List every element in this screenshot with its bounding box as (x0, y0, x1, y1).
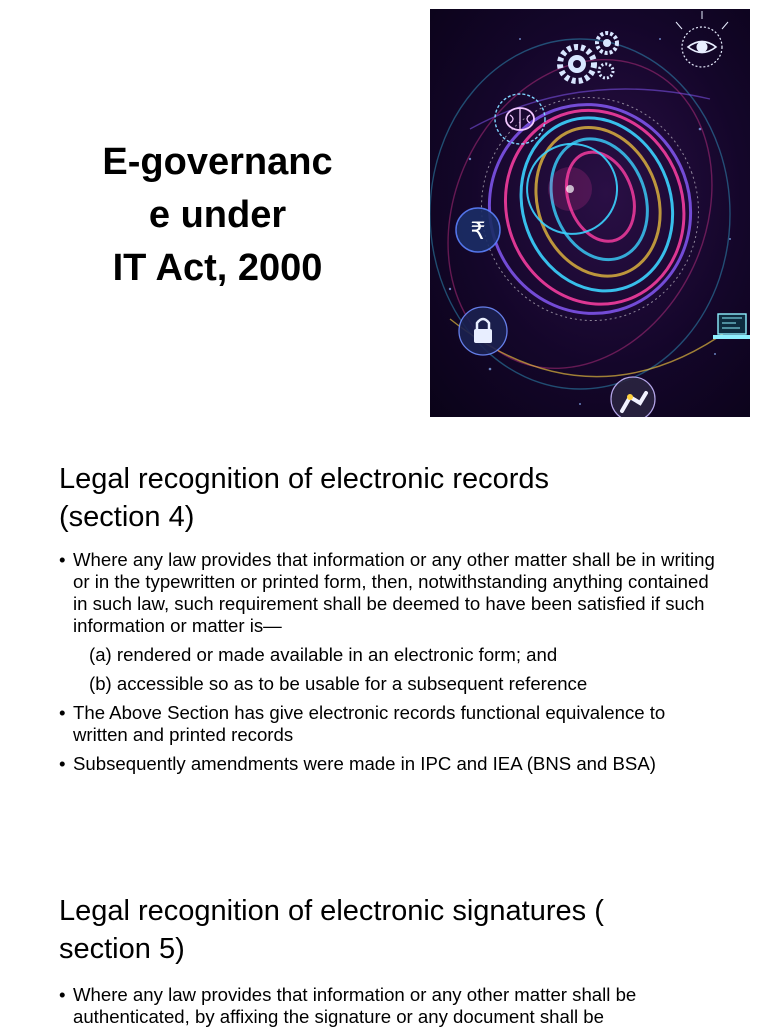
heading-line-2: (section 4) (59, 501, 195, 533)
heading-line-1: Legal recognition of electronic records (59, 463, 550, 495)
svg-text:₹: ₹ (470, 217, 486, 245)
list-item: • Where any law provides that information or any other matter shall be in writing or in the typewritten or printed form, then, notwithstanding anything contained in such law, such requirement shall be deemed to have been satisfied if such information or matter is— (58, 549, 718, 637)
sub-item-b: (b) accessible so as to be usable for a subsequent reference (89, 673, 588, 694)
heading-line-1: Legal recognition of electronic signatures ( (59, 895, 604, 927)
slide-title (60, 136, 375, 295)
robot-arm-icon (611, 377, 655, 417)
sub-item-a: (a) rendered or made available in an electronic form; and (89, 644, 558, 665)
technology-illustration (430, 9, 750, 417)
section-4-heading (59, 460, 709, 536)
heading-line-2: section 5) (59, 933, 185, 965)
lock-icon (459, 307, 507, 355)
title-line-3: IT Act, 2000 (112, 247, 323, 289)
list-item: • The Above Section has give electronic records functional equivalence to written and printed records (58, 702, 718, 746)
laptop-icon (713, 314, 750, 339)
rupee-icon (456, 208, 500, 252)
list-item: • Subsequently amendments were made in IPC and IEA (BNS and BSA) (58, 753, 718, 775)
list-item: • Where any law provides that information or any other matter shall be authenticated, by affixing the signature or any document shall be (58, 984, 718, 1028)
title-slide (0, 0, 768, 432)
title-line-2: e under (148, 194, 287, 236)
section-5-heading (59, 892, 709, 968)
section-4-bullets (58, 549, 718, 782)
section-4-slide (0, 432, 768, 862)
eye-circuit-icon (676, 11, 728, 67)
title-line-1: E-governanc (102, 141, 333, 183)
section-5-slide (0, 862, 768, 1027)
section-5-bullets (58, 984, 718, 1035)
